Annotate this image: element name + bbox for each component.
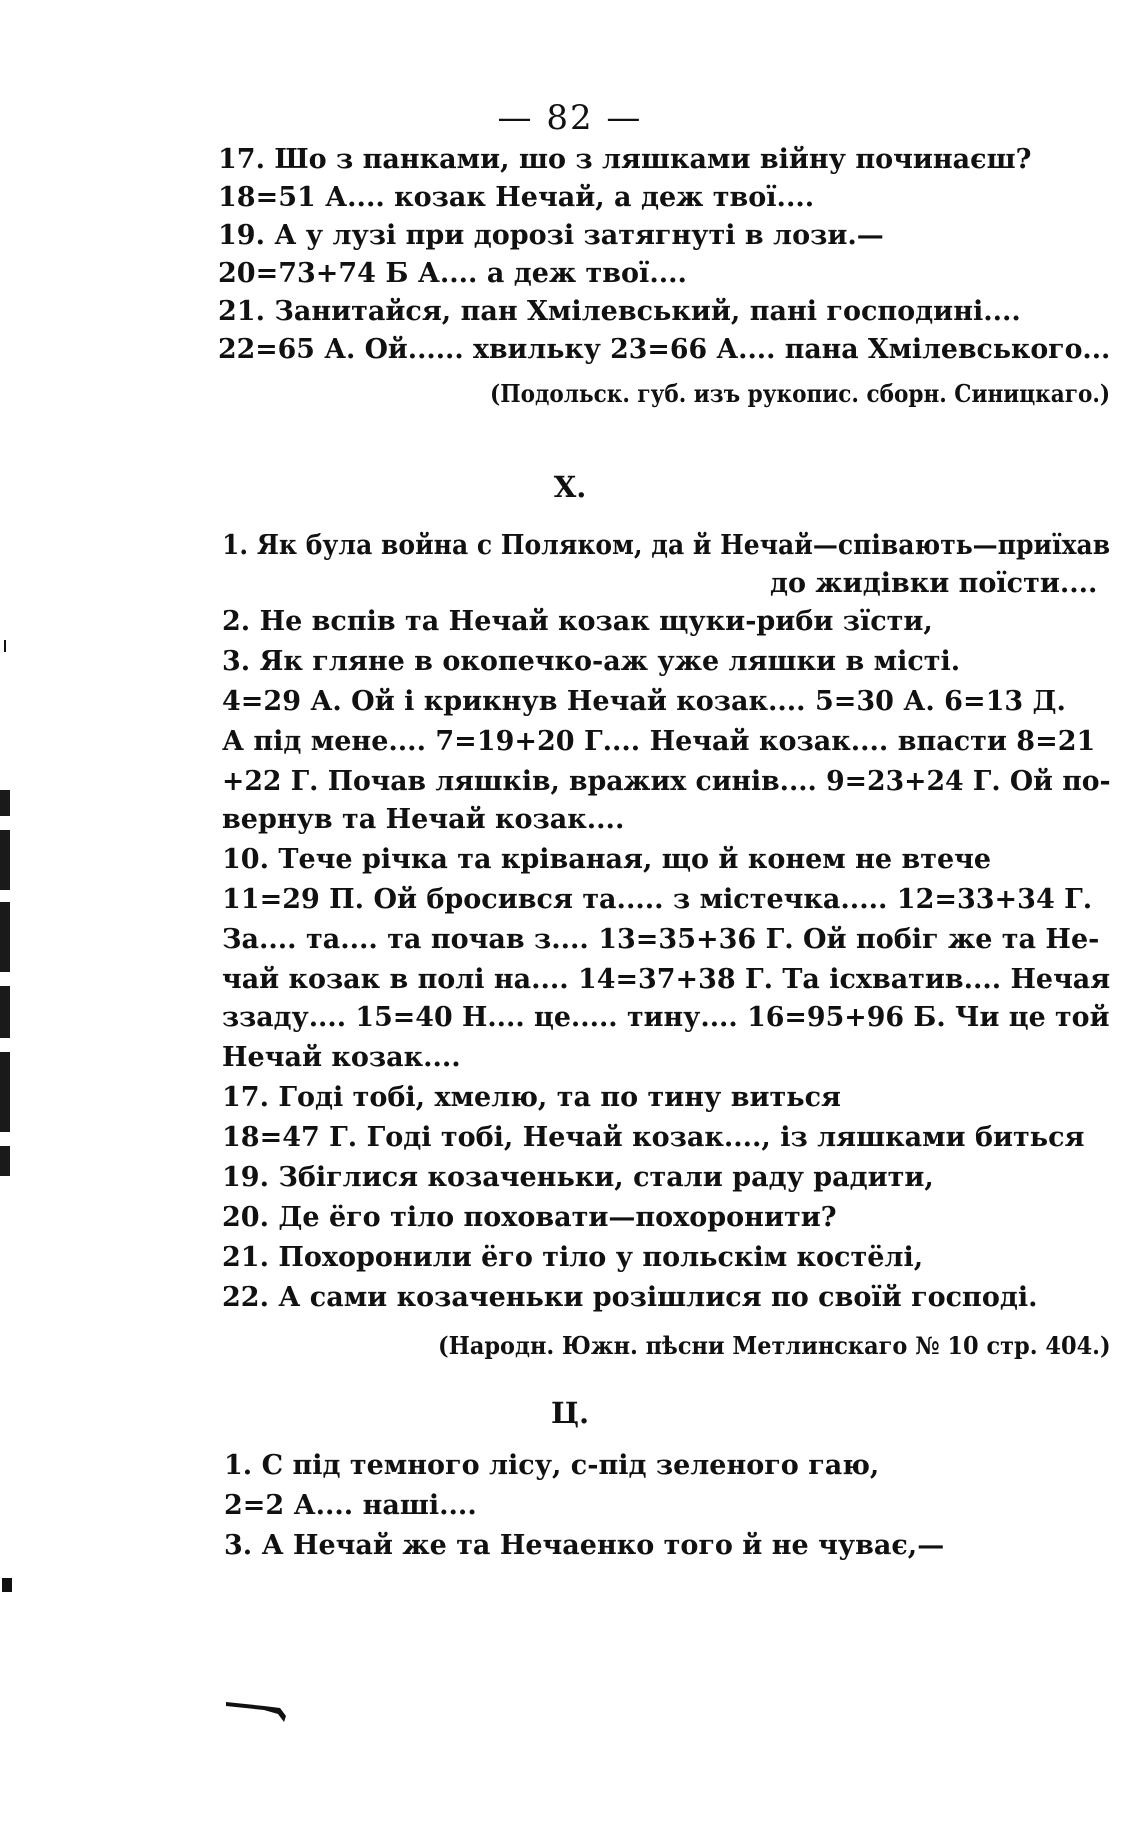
verse-line: 4=29 А. Ой і крикнув Нечай козак.... 5=30 А. 6=13 Д. (222, 686, 1066, 717)
verse-line: 3. Як гляне в окопечко-аж уже ляшки в місті. (222, 646, 961, 677)
verse-line: 1. Як була война с Поляком, да й Нечай—співають—приїхав (222, 530, 1111, 561)
verse-line: чай козак в полі на.... 14=37+38 Г. Та ісхватив.... Нечая (222, 964, 1111, 995)
verse-line: 22=65 А. Ой...... хвильку 23=66 А.... пана Хмілевського... (218, 334, 1111, 365)
source-citation: (Народн. Южн. пѣсни Метлинскаго № 10 стр. 404.) (438, 1331, 1111, 1360)
scan-speck (4, 640, 6, 652)
verse-line: 2=2 А.... наші.... (224, 1490, 477, 1521)
verse-line: 1. С під темного лісу, с-під зеленого гаю, (224, 1450, 880, 1481)
source-citation: (Подольск. губ. изъ рукопис. сборн. Синицкаго.) (490, 379, 1111, 408)
ink-blot-mark (224, 1694, 294, 1724)
verse-line: 20. Де ёго тіло поховати—похоронити? (222, 1202, 837, 1233)
verse-line: 22. А сами козаченьки розішлися по своїй господі. (222, 1282, 1038, 1313)
verse-line: 19. А у лузі при дорозі затягнуті в лози.— (218, 220, 884, 251)
verse-line: 17. Шо з панками, шо з ляшками війну починаєш? (218, 144, 1032, 175)
verse-line: 19. Збіглися козаченьки, стали раду радити, (222, 1162, 934, 1193)
verse-line: 10. Тече річка та кріваная, що й конем не втече (222, 844, 992, 875)
verse-line: 18=51 А.... козак Нечай, а деж твої.... (218, 182, 815, 213)
verse-line: 3. А Нечай же та Нечаенко того й не чуває,— (224, 1530, 945, 1561)
verse-line: ззаду.... 15=40 Н.... це..... тину.... 16=95+96 Б. Чи це той (222, 1002, 1110, 1033)
scan-speck (2, 1578, 12, 1592)
verse-line: 2. Не вспів та Нечай козак щуки-риби зїсти, (222, 606, 933, 637)
verse-line: 18=47 Г. Годі тобі, Нечай козак...., із ляшками биться (222, 1122, 1085, 1153)
verse-line: 21. Похоронили ёго тіло у польскім костёлі, (222, 1242, 924, 1273)
verse-line: +22 Г. Почав ляшків, вражих синів.... 9=23+24 Г. Ой по- (222, 766, 1111, 797)
verse-line: 20=73+74 Б А.... а деж твої.... (218, 258, 687, 289)
binding-edge-artifact (0, 790, 10, 1190)
verse-line: А під мене.... 7=19+20 Г.... Нечай козак.... впасти 8=21 (222, 726, 1096, 757)
page-number: — 82 — (497, 98, 643, 138)
section-heading: Ц. (550, 1396, 590, 1430)
verse-line: 11=29 П. Ой бросився та..... з містечка..... 12=33+34 Г. (222, 884, 1093, 915)
verse-line: 21. Занитайся, пан Хмілевський, пані господині.... (218, 296, 1021, 327)
verse-line: За.... та.... та почав з.... 13=35+36 Г. Ой побіг же та Не- (222, 924, 1100, 955)
section-heading: Х. (553, 470, 587, 504)
verse-line: вернув та Нечай козак.... (222, 804, 625, 835)
verse-line-continuation: до жидівки поїсти.... (770, 568, 1098, 599)
verse-line: Нечай козак.... (222, 1042, 461, 1073)
verse-line: 17. Годі тобі, хмелю, та по тину виться (222, 1082, 841, 1113)
